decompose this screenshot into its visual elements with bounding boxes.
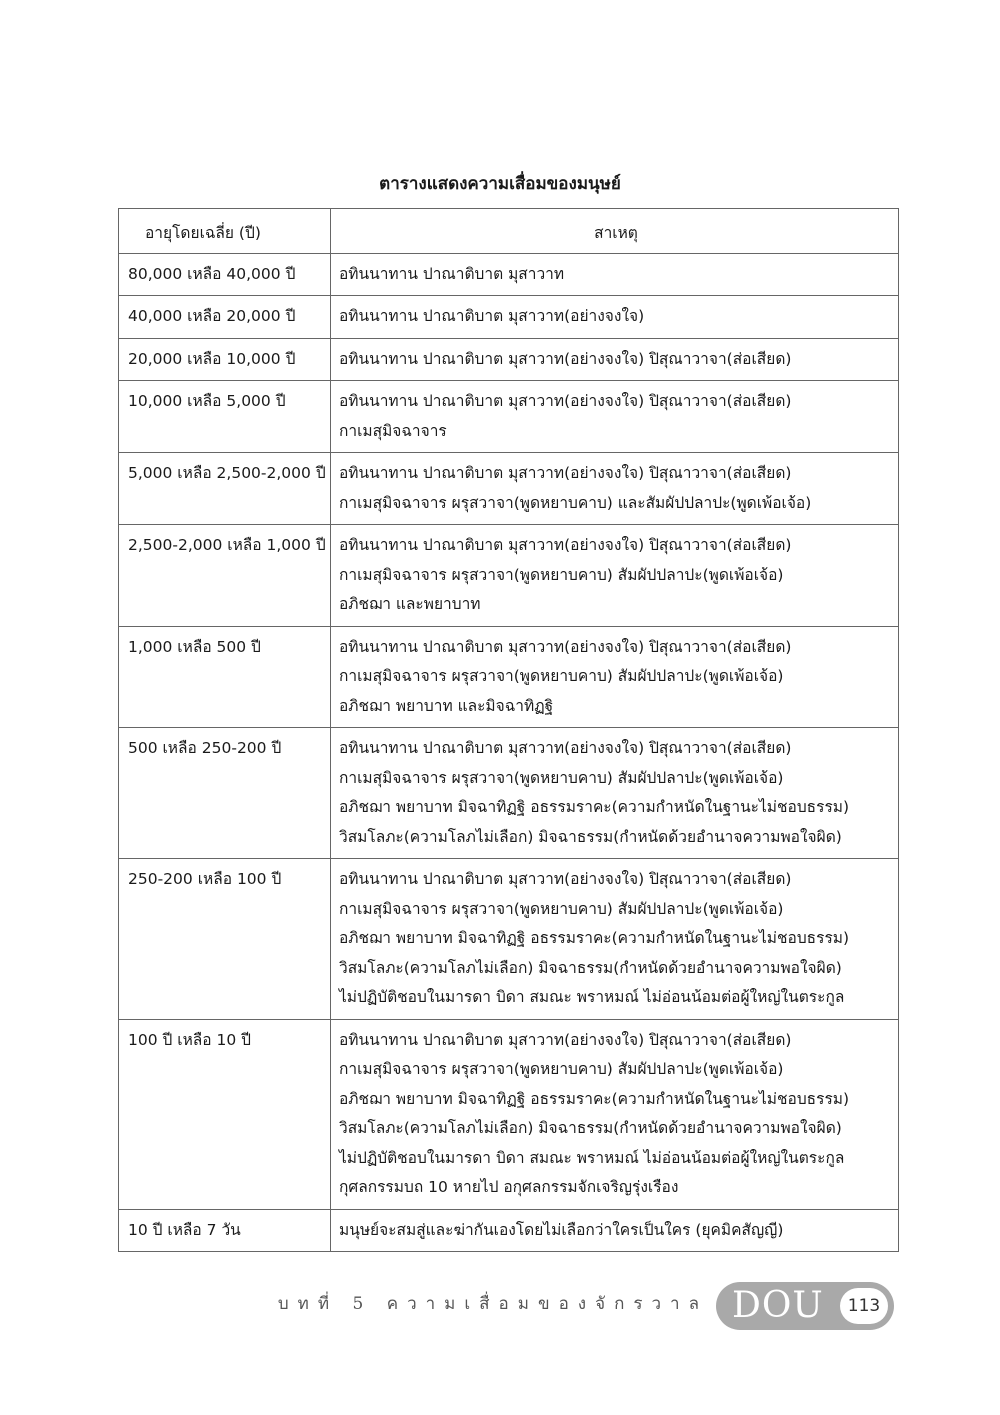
header-age: อายุโดยเฉลี่ย (ปี) [119,209,331,254]
page-badge [716,1282,894,1330]
cause-line: อทินนาทาน ปาณาติบาต มุสาวาท [339,264,565,283]
cause-line: กาเมสุมิจฉาจาร ผรุสวาจา(พูดหยาบคาบ) สัมผัปปลาปะ(พูดเพ้อเจ้อ) [339,899,784,918]
table-row [119,1209,899,1252]
table-row [119,253,899,296]
table-row [119,525,899,627]
cause-line: กาเมสุมิจฉาจาร ผรุสวาจา(พูดหยาบคาบ) สัมผัปปลาปะ(พูดเพ้อเจ้อ) [339,768,784,787]
dou-logo: DOU [732,1285,824,1326]
age-cell: 2,500-2,000 เหลือ 1,000 ปี [119,525,331,627]
table-row [119,296,899,339]
cause-line: กาเมสุมิจฉาจาร ผรุสวาจา(พูดหยาบคาบ) และสัมผัปปลาปะ(พูดเพ้อเจ้อ) [339,493,812,512]
cause-line: วิสมโลภะ(ความโลภไม่เลือก) มิจฉาธรรม(กำหนัดด้วยอำนาจความพอใจผิด) [339,1119,842,1137]
cause-line: อทินนาทาน ปาณาติบาต มุสาวาท(อย่างจงใจ) ปิสุณาวาจา(ส่อเสียด) [339,870,792,888]
table-row [119,453,899,525]
decline-table [118,208,899,1252]
age-cell: 500 เหลือ 250-200 ปี [119,728,331,859]
cause-cell [331,296,899,339]
table-row [119,728,899,859]
age-cell: 250-200 เหลือ 100 ปี [119,859,331,1020]
cause-line: อทินนาทาน ปาณาติบาต มุสาวาท(อย่างจงใจ) ปิสุณาวาจา(ส่อเสียด) [339,349,792,368]
cause-cell [331,525,899,627]
cause-cell [331,1209,899,1252]
cause-line: กุศลกรรมบถ 10 หายไป อกุศลกรรมจักเจริญรุ่งเรือง [339,1178,679,1196]
cause-cell [331,1019,899,1209]
cause-line: อภิชฌา พยาบาท มิจฉาทิฏฐิ อธรรมราคะ(ความกำหนัดในฐานะไม่ชอบธรรม) [339,1089,850,1108]
cause-line: อทินนาทาน ปาณาติบาต มุสาวาท(อย่างจงใจ) ปิสุณาวาจา(ส่อเสียด) [339,536,792,554]
cause-line: กาเมสุมิจฉาจาร ผรุสวาจา(พูดหยาบคาบ) สัมผัปปลาปะ(พูดเพ้อเจ้อ) [339,565,784,584]
cause-line: อทินนาทาน ปาณาติบาต มุสาวาท(อย่างจงใจ) ปิสุณาวาจา(ส่อเสียด) [339,464,792,482]
age-cell: 100 ปี เหลือ 10 ปี [119,1019,331,1209]
cause-cell [331,453,899,525]
header-cause: สาเหตุ [331,209,899,254]
cause-line: อภิชฌา พยาบาท มิจฉาทิฏฐิ อธรรมราคะ(ความกำหนัดในฐานะไม่ชอบธรรม) [339,929,850,947]
chapter-footer: บทที่ 5 ความเสื่อมของจักรวาล [277,1294,708,1314]
cause-cell [331,381,899,453]
age-cell: 1,000 เหลือ 500 ปี [119,626,331,728]
cause-cell [331,728,899,859]
table-row [119,1019,899,1209]
table-row [119,338,899,381]
table-row [119,859,899,1020]
age-cell: 20,000 เหลือ 10,000 ปี [119,338,331,381]
cause-cell [331,859,899,1020]
page-number: 113 [840,1288,888,1324]
cause-line: ไม่ปฏิบัติชอบในมารดา บิดา สมณะ พราหมณ์ ไม่อ่อนน้อมต่อผู้ใหญ่ในตระกูล [339,988,845,1006]
cause-line: อทินนาทาน ปาณาติบาต มุสาวาท(อย่างจงใจ) ปิสุณาวาจา(ส่อเสียด) [339,637,792,656]
table-header-row [119,209,899,254]
age-cell: 5,000 เหลือ 2,500-2,000 ปี [119,453,331,525]
table-row [119,381,899,453]
cause-line: มนุษย์จะสมสู่และฆ่ากันเองโดยไม่เลือกว่าใครเป็นใคร (ยุคมิคสัญญี) [339,1220,784,1239]
age-cell: 10 ปี เหลือ 7 วัน [119,1209,331,1252]
cause-line: อภิชฌา และพยาบาท [339,595,481,613]
cause-line: อภิชฌา พยาบาท มิจฉาทิฏฐิ อธรรมราคะ(ความกำหนัดในฐานะไม่ชอบธรรม) [339,798,850,816]
age-cell: 80,000 เหลือ 40,000 ปี [119,253,331,296]
age-cell: 40,000 เหลือ 20,000 ปี [119,296,331,339]
cause-line: อภิชฌา พยาบาท และมิจฉาทิฏฐิ [339,696,554,715]
table-row [119,626,899,728]
cause-cell [331,338,899,381]
cause-cell [331,253,899,296]
cause-line: ไม่ปฏิบัติชอบในมารดา บิดา สมณะ พราหมณ์ ไม่อ่อนน้อมต่อผู้ใหญ่ในตระกูล [339,1148,845,1167]
cause-line: อทินนาทาน ปาณาติบาต มุสาวาท(อย่างจงใจ) ปิสุณาวาจา(ส่อเสียด) [339,392,792,410]
age-cell: 10,000 เหลือ 5,000 ปี [119,381,331,453]
cause-cell [331,626,899,728]
table-body [119,253,899,1252]
cause-line: อทินนาทาน ปาณาติบาต มุสาวาท(อย่างจงใจ) [339,307,645,325]
cause-line: อทินนาทาน ปาณาติบาต มุสาวาท(อย่างจงใจ) ปิสุณาวาจา(ส่อเสียด) [339,739,792,757]
cause-line: กาเมสุมิจฉาจาร [339,421,447,440]
cause-line: วิสมโลภะ(ความโลภไม่เลือก) มิจฉาธรรม(กำหนัดด้วยอำนาจความพอใจผิด) [339,958,842,977]
cause-line: อทินนาทาน ปาณาติบาต มุสาวาท(อย่างจงใจ) ปิสุณาวาจา(ส่อเสียด) [339,1030,792,1049]
cause-line: วิสมโลภะ(ความโลภไม่เลือก) มิจฉาธรรม(กำหนัดด้วยอำนาจความพอใจผิด) [339,827,842,846]
page-title: ตารางแสดงความเสื่อมของมนุษย์ [379,174,621,194]
cause-line: กาเมสุมิจฉาจาร ผรุสวาจา(พูดหยาบคาบ) สัมผัปปลาปะ(พูดเพ้อเจ้อ) [339,667,784,685]
cause-line: กาเมสุมิจฉาจาร ผรุสวาจา(พูดหยาบคาบ) สัมผัปปลาปะ(พูดเพ้อเจ้อ) [339,1060,784,1078]
